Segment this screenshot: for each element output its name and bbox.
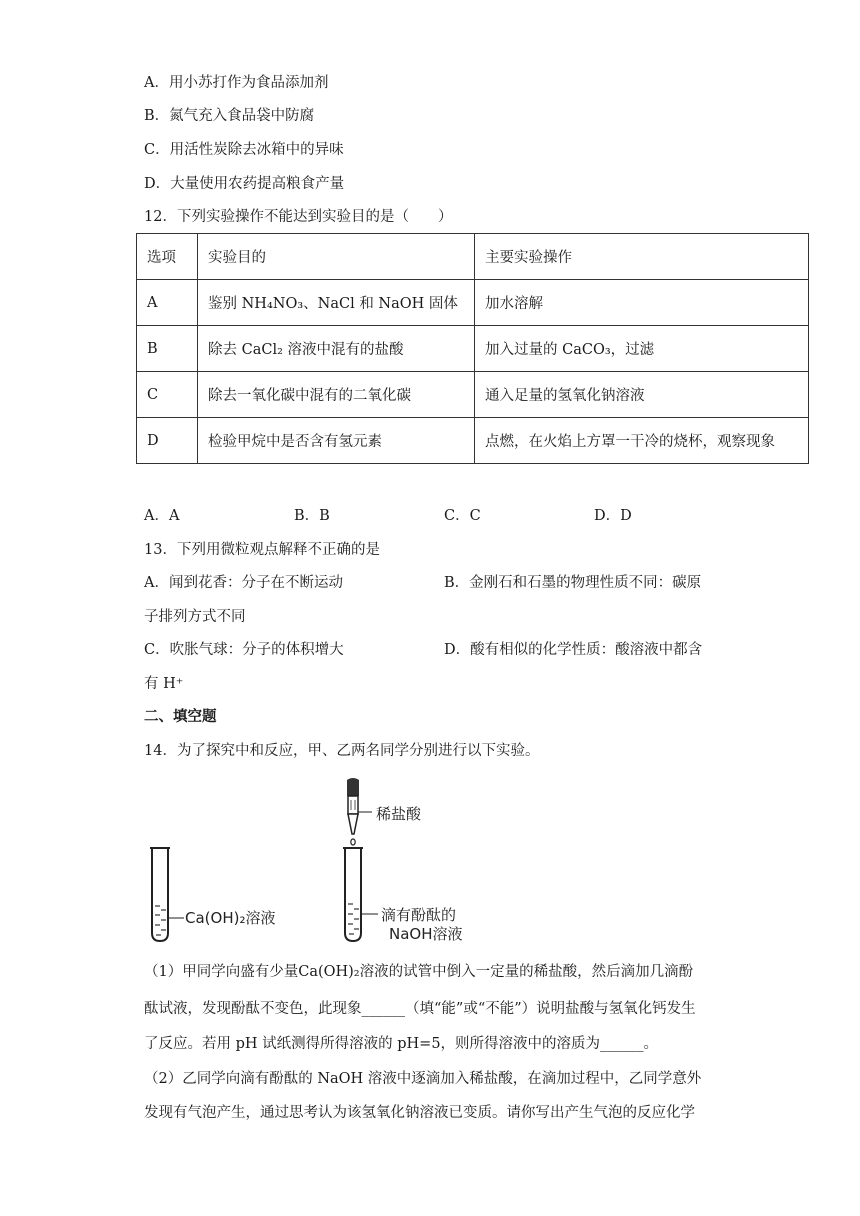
- label-dilute-hcl: 稀盐酸: [376, 805, 422, 823]
- option-11c: C．用活性炭除去冰箱中的异味: [144, 142, 344, 158]
- table-cell: 加水溶解: [475, 280, 809, 326]
- option-12c: C．C: [444, 508, 481, 524]
- table-header-cell: 主要实验操作: [475, 234, 809, 280]
- label-phenolphthalein-naoh-2: NaOH溶液: [389, 925, 463, 943]
- table-cell: B: [137, 326, 198, 372]
- test-tube-right: [343, 848, 378, 941]
- experiment-table: [136, 233, 809, 464]
- option-13d: D．酸有相似的化学性质：酸溶液中都含: [444, 642, 703, 658]
- table-cell: 通入足量的氢氧化钠溶液: [475, 372, 809, 418]
- section-title: 二、填空题: [144, 709, 217, 725]
- label-phenolphthalein-naoh-1: 滴有酚酞的: [381, 906, 457, 924]
- q14-part1-line3: 了反应。若用 pH 试纸测得所得溶液的 pH=5，则所得溶液中的溶质为______。: [144, 1036, 659, 1052]
- option-13b: B．金刚石和石墨的物理性质不同：碳原: [444, 575, 702, 591]
- question-13-stem: 13．下列用微粒观点解释不正确的是: [144, 542, 380, 558]
- table-header-cell: 选项: [137, 234, 198, 280]
- option-13c: C．吹胀气球：分子的体积增大: [144, 642, 344, 658]
- table-cell: 除去 CaCl₂ 溶液中混有的盐酸: [198, 326, 475, 372]
- table-header-row: [137, 234, 809, 280]
- table-cell: A: [137, 280, 198, 326]
- dropper-icon: [347, 778, 372, 845]
- table-cell: 除去一氧化碳中混有的二氧化碳: [198, 372, 475, 418]
- label-caoh2-solution: Ca(OH)₂溶液: [185, 909, 276, 927]
- option-12b: B．B: [294, 508, 330, 524]
- option-11b: B．氮气充入食品袋中防腐: [144, 108, 315, 124]
- test-tube-left: [150, 848, 184, 941]
- table-cell: 鉴别 NH₄NO₃、NaCl 和 NaOH 固体: [198, 280, 475, 326]
- table-row: [137, 280, 809, 326]
- table-row: [137, 372, 809, 418]
- option-12d: D．D: [594, 508, 632, 524]
- option-12a: A．A: [144, 508, 180, 524]
- table-cell: 加入过量的 CaCO₃，过滤: [475, 326, 809, 372]
- table-cell: C: [137, 372, 198, 418]
- table-cell: D: [137, 418, 198, 464]
- q14-part2-line2: 发现有气泡产生，通过思考认为该氢氧化钠溶液已变质。请你写出产生气泡的反应化学: [144, 1105, 695, 1121]
- q14-part1-line1: （1）甲同学向盛有少量Ca(OH)₂溶液的试管中倒入一定量的稀盐酸，然后滴加几滴酚: [144, 964, 694, 980]
- option-11a: A．用小苏打作为食品添加剂: [144, 75, 329, 91]
- q14-part1-line2: 酞试液，发现酚酞不变色，此现象______（填“能”或“不能”）说明盐酸与氢氧化钙发生: [144, 1001, 696, 1017]
- table-cell: 点燃，在火焰上方罩一干冷的烧杯，观察现象: [475, 418, 809, 464]
- option-13b-continued: 子排列方式不同: [144, 609, 246, 625]
- table-row: [137, 326, 809, 372]
- table-row: [137, 418, 809, 464]
- question-14-stem: 14．为了探究中和反应，甲、乙两名同学分别进行以下实验。: [144, 743, 540, 759]
- question-12-stem: 12．下列实验操作不能达到实验目的是（ ）: [144, 209, 453, 225]
- option-13a: A．闻到花香：分子在不断运动: [144, 575, 343, 591]
- option-11d: D．大量使用农药提高粮食产量: [144, 176, 345, 192]
- q14-part2-line1: （2）乙同学向滴有酚酞的 NaOH 溶液中逐滴加入稀盐酸，在滴加过程中，乙同学意外: [144, 1071, 702, 1087]
- option-13d-continued: 有 H⁺: [144, 676, 184, 692]
- experiment-figure: [140, 778, 480, 946]
- table-cell: 检验甲烷中是否含有氢元素: [198, 418, 475, 464]
- table-header-cell: 实验目的: [198, 234, 475, 280]
